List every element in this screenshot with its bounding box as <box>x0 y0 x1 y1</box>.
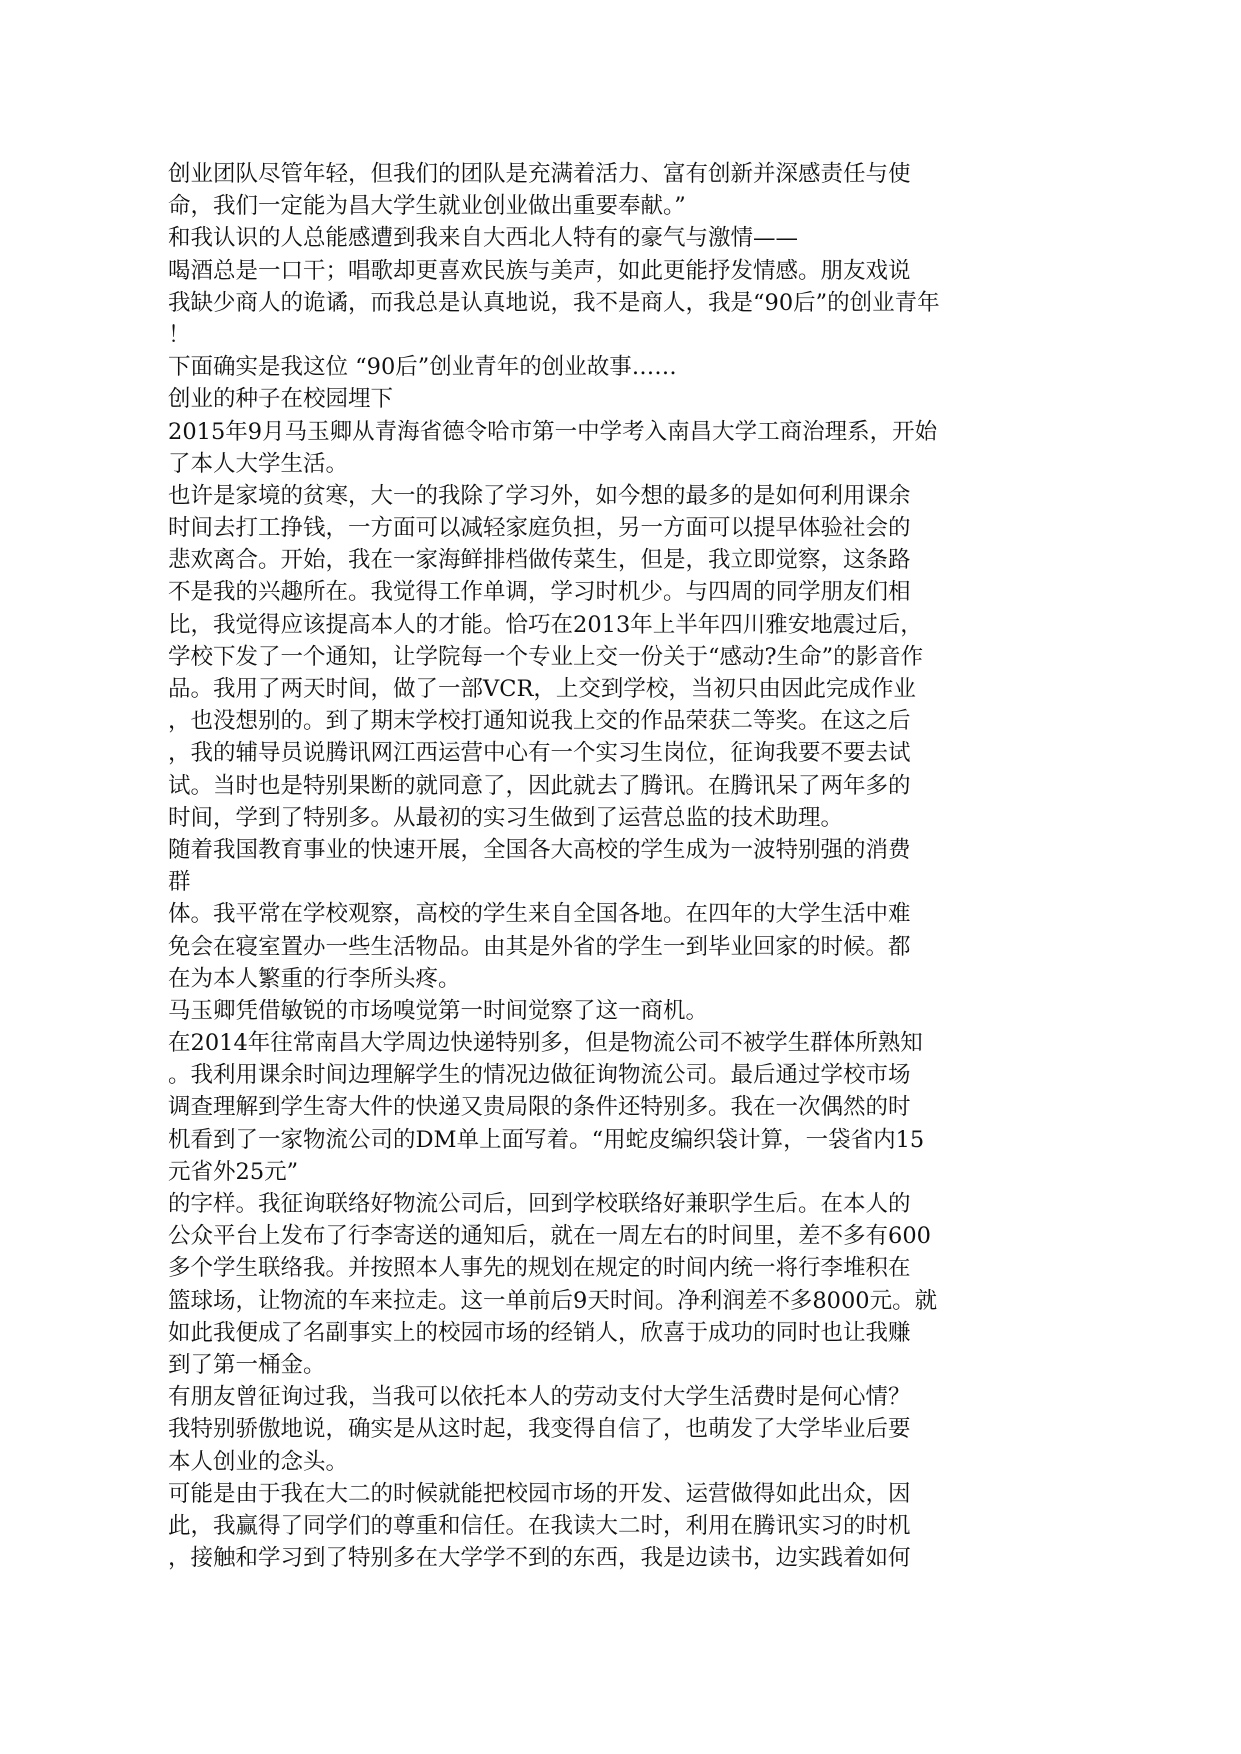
text-line: 调查理解到学生寄大件的快递又贵局限的条件还特别多。我在一次偶然的时 <box>168 1094 911 1121</box>
text-line: 不是我的兴趣所在。我觉得工作单调，学习时机少。与四周的同学朋友们相 <box>168 579 911 606</box>
text-line: 可能是由于我在大二的时候就能把校园市场的开发、运营做得如此出众，因 <box>168 1480 911 1507</box>
text-line: 学校下发了一个通知，让学院每一个专业上交一份关于“感动?生命”的影音作 <box>168 643 924 670</box>
text-line: 机看到了一家物流公司的DM单上面写着。“用蛇皮编织袋计算，一袋省内15 <box>168 1126 925 1153</box>
text-line: 到了第一桶金。 <box>168 1351 326 1378</box>
text-line: 如此我便成了名副事实上的校园市场的经销人，欣喜于成功的同时也让我赚 <box>168 1319 911 1346</box>
text-line: 此，我赢得了同学们的尊重和信任。在我读大二时，利用在腾讯实习的时机 <box>168 1512 911 1539</box>
text-line: ，我的辅导员说腾讯网江西运营中心有一个实习生岗位，征询我要不要去试 <box>168 740 911 767</box>
text-line: 篮球场，让物流的车来拉走。这一单前后9天时间。净利润差不多8000元。就 <box>168 1287 938 1314</box>
text-line: 我缺少商人的诡谲，而我总是认真地说，我不是商人，我是“90后”的创业青年 <box>168 289 940 316</box>
text-line: 下面确实是我这位 “90后”创业青年的创业故事…… <box>168 354 677 381</box>
text-line: 了本人大学生活。 <box>168 450 349 477</box>
text-line: 时间去打工挣钱，一方面可以减轻家庭负担，另一方面可以提早体验社会的 <box>168 515 911 542</box>
text-line: 免会在寝室置办一些生活物品。由其是外省的学生一到毕业回家的时候。都 <box>168 933 911 960</box>
text-line: 有朋友曾征询过我，当我可以依托本人的劳动支付大学生活费时是何心情？ <box>168 1384 911 1411</box>
text-line: 。我利用课余时间边理解学生的情况边做征询物流公司。最后通过学校市场 <box>168 1062 911 1089</box>
text-line: 命，我们一定能为昌大学生就业创业做出重要奉献。” <box>168 193 686 220</box>
text-line: 群 <box>168 869 191 896</box>
text-line: 悲欢离合。开始，我在一家海鲜排档做传菜生，但是，我立即觉察，这条路 <box>168 547 911 574</box>
text-line: 的字样。我征询联络好物流公司后，回到学校联络好兼职学生后。在本人的 <box>168 1191 911 1217</box>
text-line: 也许是家境的贫寒，大一的我除了学习外，如今想的最多的是如何利用课余 <box>168 482 911 509</box>
text-line: 体。我平常在学校观察，高校的学生来自全国各地。在四年的大学生活中难 <box>168 901 911 928</box>
text-line: 马玉卿凭借敏锐的市场嗅觉第一时间觉察了这一商机。 <box>168 997 709 1024</box>
text-line: 和我认识的人总能感遭到我来自大西北人特有的豪气与激情—— <box>168 225 799 252</box>
text-line: 公众平台上发布了行李寄送的通知后，就在一周左右的时间里，差不多有600 <box>168 1223 931 1250</box>
text-line: 在为本人繁重的行李所头疼。 <box>168 965 461 992</box>
text-line: 试。当时也是特别果断的就同意了，因此就去了腾讯。在腾讯呆了两年多的 <box>168 772 911 799</box>
text-line: 元省外25元” <box>168 1158 299 1185</box>
text-line: 喝酒总是一口干；唱歌却更喜欢民族与美声，如此更能抒发情感。朋友戏说 <box>168 257 911 284</box>
text-line: ，接触和学习到了特别多在大学学不到的东西，我是边读书，边实践着如何 <box>168 1545 911 1572</box>
text-line: 在2014年往常南昌大学周边快递特别多，但是物流公司不被学生群体所熟知 <box>168 1030 923 1057</box>
text-line: ！ <box>168 321 191 348</box>
text-line: 随着我国教育事业的快速开展，全国各大高校的学生成为一波特别强的消费 <box>168 836 911 863</box>
text-line: 多个学生联络我。并按照本人事先的规划在规定的时间内统一将行李堆积在 <box>168 1255 911 1282</box>
text-line: ，也没想别的。到了期末学校打通知说我上交的作品荣获二等奖。在这之后 <box>168 708 911 735</box>
text-line: 创业的种子在校园埋下 <box>168 386 394 413</box>
body-text <box>168 158 1068 1574</box>
text-line: 比，我觉得应该提高本人的才能。恰巧在2013年上半年四川雅安地震过后， <box>168 611 923 638</box>
text-line: 创业团队尽管年轻，但我们的团队是充满着活力、富有创新并深感责任与使 <box>168 161 911 187</box>
text-line: 2015年9月马玉卿从青海省德令哈市第一中学考入南昌大学工商治理系，开始 <box>168 418 938 445</box>
text-line: 时间，学到了特别多。从最初的实习生做到了运营总监的技术助理。 <box>168 804 844 831</box>
text-line: 我特别骄傲地说，确实是从这时起，我变得自信了，也萌发了大学毕业后要 <box>168 1416 911 1443</box>
text-line: 本人创业的念头。 <box>168 1448 349 1475</box>
text-line: 品。我用了两天时间，做了一部VCR，上交到学校，当初只由因此完成作业 <box>168 676 916 702</box>
